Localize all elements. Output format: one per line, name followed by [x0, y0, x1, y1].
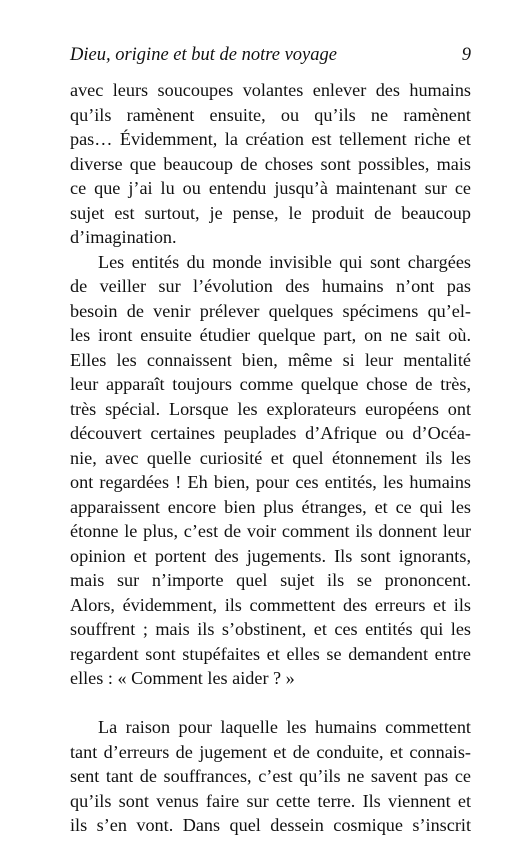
- text-line: La raison pour laquelle les humains commettent: [98, 717, 471, 737]
- text-line: Alors, évidemment, ils commettent des erreurs et ils: [70, 594, 471, 615]
- running-title: Dieu, origine et but de notre voyage: [70, 45, 337, 65]
- text-line: les iront ensuite étudier quelque part, on ne sait où.: [70, 325, 471, 345]
- text-line: ils s’en vont. Dans quel dessein cosmique s’inscrit: [70, 815, 471, 835]
- text-line: sent tant de souffrances, c’est qu’ils ne savent pas ce: [70, 766, 471, 786]
- body-text: [70, 78, 471, 838]
- text-line: diverse que beaucoup de choses sont possibles, mais: [70, 153, 471, 174]
- text-line: apparaissent encore bien plus étranges, et ce qui les: [70, 496, 471, 517]
- text-line: elles : « Comment les aider ? »: [70, 668, 295, 688]
- paragraph-3: [70, 715, 471, 838]
- text-line: qu’ils sont venus faire sur cette terre. Ils viennent et: [70, 790, 471, 811]
- text-line: ce que j’ai lu ou entendu jusqu’à maintenant sur ce: [70, 178, 471, 198]
- text-line: qu’ils ramènent ensuite, ou qu’ils ne ramènent: [70, 104, 471, 125]
- text-line: besoin de venir prélever quelques spécimens qu’el-: [70, 300, 471, 321]
- text-line: d’imagination.: [70, 227, 177, 247]
- text-line: découvert certaines peuplades d’Afrique ou d’Océa-: [70, 423, 471, 443]
- text-line: opinion et portent des jugements. Ils sont ignorants,: [70, 545, 471, 566]
- text-line: mais sur n’importe quel sujet ils se prononcent.: [70, 570, 471, 590]
- paragraph-1: [70, 78, 471, 250]
- running-head: [70, 42, 471, 68]
- text-line: souffrent ; mais ils s’obstinent, et ces entités qui les: [70, 619, 471, 639]
- text-line: leur apparaît toujours comme quelque chose de très,: [70, 374, 471, 394]
- text-line: étonne le plus, c’est de voir comment ils donnent leur: [70, 521, 471, 541]
- text-line: nie, avec quelle curiosité et quel étonnement ils les: [70, 447, 471, 468]
- text-line: Elles les connaissent bien, même si leur mentalité: [70, 349, 471, 370]
- text-line: très spécial. Lorsque les explorateurs européens ont: [70, 398, 471, 419]
- page-number: 9: [461, 45, 471, 65]
- book-page: [70, 42, 471, 838]
- paragraph-gap: [70, 691, 471, 716]
- text-line: avec leurs soucoupes volantes enlever des humains: [70, 80, 471, 100]
- text-line: de veiller sur l’évolution des humains n’ont pas: [70, 276, 471, 296]
- text-line: pas… Évidemment, la création est tellement riche et: [70, 129, 471, 149]
- text-line: regardent sont stupéfaites et elles se demandent entre: [70, 643, 471, 664]
- text-line: ont regardées ! Eh bien, pour ces entités, les humains: [70, 472, 471, 492]
- text-line: Les entités du monde invisible qui sont chargées: [98, 251, 471, 272]
- text-line: sujet est surtout, je pense, le produit de beaucoup: [70, 202, 471, 223]
- paragraph-2: [70, 250, 471, 691]
- text-line: tant d’erreurs de jugement et de conduite, et connais-: [70, 741, 471, 762]
